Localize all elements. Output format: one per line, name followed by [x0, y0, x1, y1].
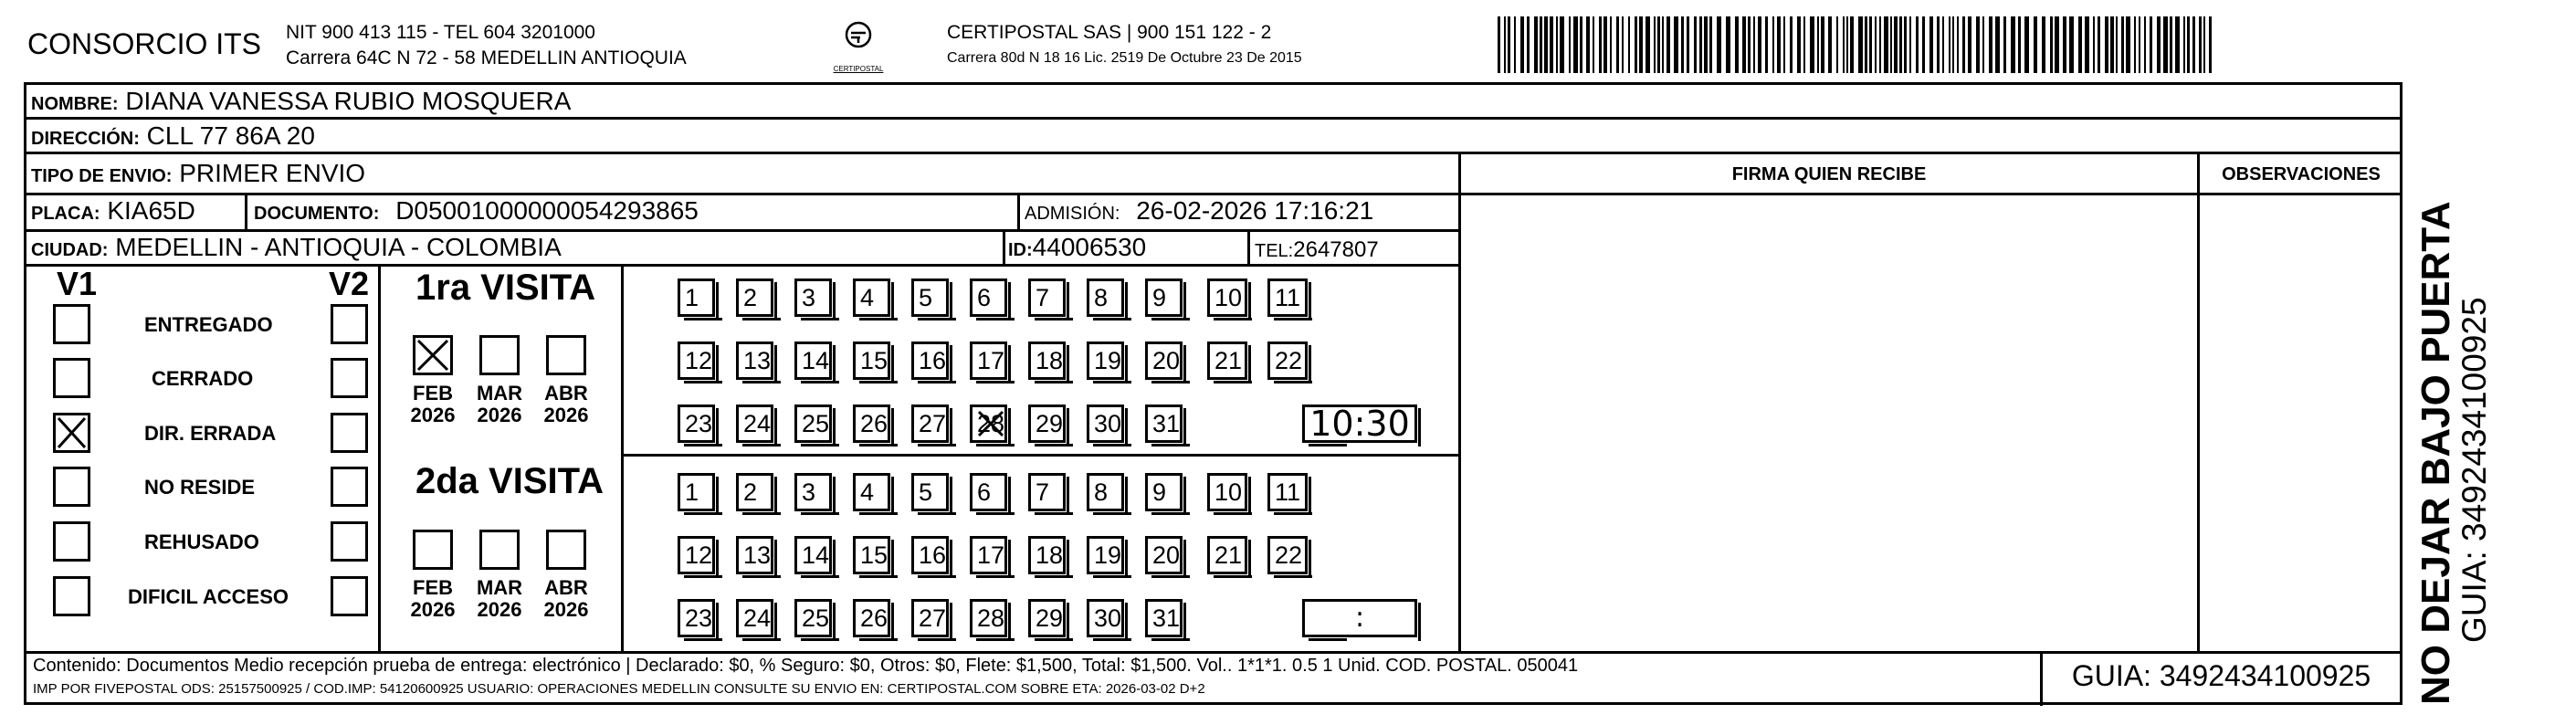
month-checkbox-feb[interactable]: [413, 335, 453, 375]
id-value: 44006530: [1032, 233, 1147, 261]
admission-value: 26-02-2026 17:16:21: [1136, 196, 1374, 225]
first-visit-day[interactable]: 14: [794, 341, 832, 380]
first-visit-day[interactable]: 3: [794, 278, 832, 317]
address-row: DIRECCIÓN: CLL 77 86A 20: [31, 121, 315, 150]
month-label: MAR 2026: [476, 576, 523, 621]
second-visit-day[interactable]: 8: [1087, 473, 1124, 511]
month-label: FEB 2026: [410, 382, 456, 426]
footer-content: Contenido: Documentos Medio recepción prueba de entrega: electrónico | Declarado: $0, % Seguro: $0, Otros: $0, Flete: $1,500, Total: $1,500. Vol.. 1*1*1. 0.5 1 Unid. COD. POSTAL. 050041: [33, 656, 1579, 676]
second-visit-day[interactable]: 29: [1028, 599, 1066, 637]
second-visit-day[interactable]: 30: [1087, 599, 1124, 637]
second-visit-day[interactable]: 31: [1145, 599, 1183, 637]
side-title: NO DEJAR BAJO PUERTA: [2413, 201, 2458, 705]
first-visit-day[interactable]: 23: [678, 405, 715, 443]
signature-header: FIRMA QUIEN RECIBE: [1731, 164, 1927, 184]
first-visit-day[interactable]: 25: [794, 405, 832, 443]
v1-checkbox[interactable]: [53, 521, 90, 562]
second-visit-day[interactable]: 14: [794, 536, 832, 574]
first-visit-day[interactable]: 24: [736, 405, 773, 443]
second-visit-day[interactable]: 28: [970, 599, 1007, 637]
first-visit-day[interactable]: 15: [853, 341, 890, 380]
first-visit-day[interactable]: 2: [736, 278, 773, 317]
status-label: ENTREGADO: [144, 313, 273, 336]
first-visit-day[interactable]: 18: [1028, 341, 1066, 380]
first-visit-day[interactable]: 11: [1267, 278, 1308, 317]
shipping-type: PRIMER ENVIO: [179, 159, 366, 187]
footer-imp: IMP POR FIVEPOSTAL ODS: 25157500925 / COD.IMP: 54120600925 USUARIO: OPERACIONES MEDELLIN CONSULTE SU ENVIO EN: CERTIPOSTAL.COM SOBRE ETA: 2026-03-02 D+2: [33, 681, 1205, 697]
second-visit-time-box[interactable]: :: [1302, 599, 1417, 637]
side-guide: GUIA: 3492434100925: [2455, 297, 2493, 643]
month-checkbox-feb[interactable]: [413, 530, 453, 570]
v1-header: V1: [57, 265, 98, 302]
plate-value: KIA65D: [107, 196, 195, 225]
second-visit-day[interactable]: 23: [678, 599, 715, 637]
second-visit-day[interactable]: 20: [1145, 536, 1183, 574]
first-visit-day[interactable]: 31: [1145, 405, 1183, 443]
second-visit-day[interactable]: 15: [853, 536, 890, 574]
second-visit-day[interactable]: 4: [853, 473, 890, 511]
status-label: DIFICIL ACCESO: [128, 585, 289, 608]
first-visit-day[interactable]: 4: [853, 278, 890, 317]
first-visit-day[interactable]: 1: [678, 278, 715, 317]
side-warning: [2415, 201, 2492, 705]
first-visit-day[interactable]: 17: [970, 341, 1007, 380]
first-visit-day[interactable]: 16: [911, 341, 949, 380]
v1-checkbox[interactable]: [53, 358, 90, 398]
v2-checkbox[interactable]: [331, 467, 368, 507]
second-visit-day[interactable]: 7: [1028, 473, 1066, 511]
second-visit-day[interactable]: 22: [1267, 536, 1308, 574]
second-visit-day[interactable]: 17: [970, 536, 1007, 574]
second-visit-day[interactable]: 18: [1028, 536, 1066, 574]
second-visit-day[interactable]: 12: [678, 536, 715, 574]
second-visit-day[interactable]: 27: [911, 599, 949, 637]
document-value: D05001000000054293865: [395, 196, 699, 225]
company-name: CONSORCIO ITS: [27, 27, 262, 60]
first-visit-day[interactable]: 9: [1145, 278, 1183, 317]
v1-checkbox[interactable]: [53, 467, 90, 507]
observations-header: OBSERVACIONES: [2222, 164, 2381, 184]
barcode: [1498, 16, 2219, 73]
second-visit-day[interactable]: 26: [853, 599, 890, 637]
admission-field: ADMISIÓN: 26-02-2026 17:16:21: [1025, 196, 1374, 225]
status-label: DIR. ERRADA: [144, 422, 277, 445]
first-visit-day[interactable]: 12: [678, 341, 715, 380]
second-visit-day[interactable]: 10: [1207, 473, 1247, 511]
v2-checkbox[interactable]: [331, 358, 368, 398]
v2-checkbox[interactable]: [331, 304, 368, 344]
company-line-1: NIT 900 413 115 - TEL 604 3201000: [286, 22, 595, 43]
v2-checkbox[interactable]: [331, 521, 368, 562]
carrier-line-2: Carrera 80d N 18 16 Lic. 2519 De Octubre 23 De 2015: [947, 50, 1302, 66]
first-visit-day[interactable]: 13: [736, 341, 773, 380]
city-value: MEDELLIN - ANTIOQUIA - COLOMBIA: [115, 233, 562, 261]
city-field: CIUDAD: MEDELLIN - ANTIOQUIA - COLOMBIA: [31, 233, 562, 261]
month-label: MAR 2026: [476, 382, 523, 426]
second-visit-day[interactable]: 2: [736, 473, 773, 511]
certipostal-logo: CERTIPOSTAL: [831, 20, 886, 66]
month-label: ABR 2026: [543, 382, 589, 426]
v2-checkbox[interactable]: [331, 413, 368, 453]
second-visit-day[interactable]: 21: [1207, 536, 1247, 574]
month-label: FEB 2026: [410, 576, 456, 621]
second-visit-day[interactable]: 25: [794, 599, 832, 637]
v2-header: V2: [329, 265, 370, 302]
first-visit-day[interactable]: 19: [1087, 341, 1124, 380]
first-visit-day[interactable]: 26: [853, 405, 890, 443]
first-visit-day[interactable]: 22: [1267, 341, 1308, 380]
month-checkbox-abr[interactable]: [546, 335, 586, 375]
v1-checkbox[interactable]: [53, 576, 90, 616]
first-visit-day[interactable]: 7: [1028, 278, 1066, 317]
first-visit-day[interactable]: 30: [1087, 405, 1124, 443]
month-label: ABR 2026: [543, 576, 589, 621]
month-checkbox-mar[interactable]: [479, 530, 520, 570]
second-visit-day[interactable]: 9: [1145, 473, 1183, 511]
first-visit-day[interactable]: 21: [1207, 341, 1247, 380]
second-visit-day[interactable]: 5: [911, 473, 949, 511]
second-visit-day[interactable]: 19: [1087, 536, 1124, 574]
status-label: NO RESIDE: [144, 476, 256, 499]
first-visit-day[interactable]: 20: [1145, 341, 1183, 380]
first-visit-day[interactable]: 27: [911, 405, 949, 443]
first-visit-title: 1ra VISITA: [415, 268, 596, 308]
month-checkbox-abr[interactable]: [546, 530, 586, 570]
second-visit-day[interactable]: 3: [794, 473, 832, 511]
footer-guide: GUIA: 3492434100925: [2071, 659, 2371, 692]
tel-field: TEL:2647807: [1255, 237, 1379, 262]
first-visit-day[interactable]: 8: [1087, 278, 1124, 317]
status-label: REHUSADO: [144, 531, 259, 553]
v1-checkbox[interactable]: [53, 304, 90, 344]
first-visit-day[interactable]: 10: [1207, 278, 1247, 317]
first-visit-day[interactable]: 29: [1028, 405, 1066, 443]
first-visit-day[interactable]: 28: [970, 405, 1007, 443]
recipient-address: CLL 77 86A 20: [146, 121, 315, 150]
second-visit-day[interactable]: 11: [1267, 473, 1308, 511]
first-visit-day[interactable]: 5: [911, 278, 949, 317]
name-row: NOMBRE: DIANA VANESSA RUBIO MOSQUERA: [31, 87, 572, 115]
second-visit-day[interactable]: 1: [678, 473, 715, 511]
second-visit-day[interactable]: 24: [736, 599, 773, 637]
recipient-name: DIANA VANESSA RUBIO MOSQUERA: [125, 87, 572, 115]
company-line-2: Carrera 64C N 72 - 58 MEDELLIN ANTIOQUIA: [286, 47, 687, 68]
second-visit-title: 2da VISITA: [415, 461, 604, 501]
first-visit-day[interactable]: 6: [970, 278, 1007, 317]
tel-value: 2647807: [1293, 237, 1379, 262]
carrier-line-1: CERTIPOSTAL SAS | 900 151 122 - 2: [947, 22, 1272, 43]
second-visit-day[interactable]: 6: [970, 473, 1007, 511]
plate-field: PLACA: KIA65D: [31, 196, 195, 225]
v1-checkbox[interactable]: [53, 413, 90, 453]
id-field: ID:44006530: [1008, 233, 1147, 261]
status-label: CERRADO: [152, 367, 254, 390]
second-visit-day[interactable]: 16: [911, 536, 949, 574]
month-checkbox-mar[interactable]: [479, 335, 520, 375]
first-visit-time-box[interactable]: 10:30: [1302, 405, 1417, 443]
v2-checkbox[interactable]: [331, 576, 368, 616]
document-field: DOCUMENTO: D05001000000054293865: [254, 196, 699, 225]
type-row: TIPO DE ENVIO: PRIMER ENVIO: [31, 159, 366, 187]
second-visit-day[interactable]: 13: [736, 536, 773, 574]
